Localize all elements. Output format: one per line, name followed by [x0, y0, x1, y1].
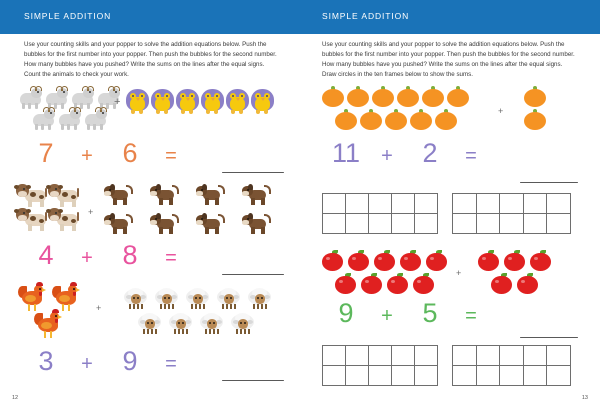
- orange-icon: [347, 86, 369, 107]
- right-page-number: 13: [581, 395, 588, 401]
- goat-icon: [83, 107, 109, 130]
- apple-icon: [374, 250, 395, 271]
- ten-frame-cell[interactable]: [346, 214, 369, 234]
- right-problem-1-ten-frame-1[interactable]: [322, 193, 438, 234]
- right-page: [300, 0, 600, 413]
- goat-icon: [44, 86, 70, 109]
- goat-icon: [57, 107, 83, 130]
- cow-icon: [48, 182, 80, 207]
- rooster-icon: [52, 282, 82, 312]
- apple-icon: [322, 250, 343, 271]
- dog-icon: [104, 184, 132, 205]
- ten-frame-cell[interactable]: [392, 194, 415, 214]
- ten-frame-cell[interactable]: [524, 366, 548, 386]
- left-problem-2-equation: [26, 242, 190, 269]
- orange-icon: [322, 86, 344, 107]
- goat-icon: [70, 86, 96, 109]
- right-problem-1-ten-frame-2[interactable]: [452, 193, 571, 234]
- apple-icon: [361, 273, 382, 294]
- right-problem-1-group-separator: +: [498, 106, 504, 116]
- ten-frame-cell[interactable]: [453, 214, 477, 234]
- left-page-instructions: Use your counting skills and your popper to solve the addition equations below. Push the bubbles for the first number into your popper. Then push the bubbles for the second number. How many bubbles have you pushed? Write the sums on the lines after the equal signs. Count the animals to check your work.: [24, 41, 277, 79]
- orange-icon: [360, 109, 382, 130]
- right-problem-2-addend-1: 9: [338, 298, 354, 328]
- left-problem-3-answer-line[interactable]: [222, 380, 284, 381]
- owl-icon: [175, 88, 200, 116]
- left-problem-1-group-2: [125, 88, 275, 116]
- ten-frame-cell[interactable]: [477, 366, 501, 386]
- right-problem-2-group-2: [478, 250, 551, 294]
- ten-frame-cell[interactable]: [477, 194, 501, 214]
- ten-frame-cell[interactable]: [369, 194, 392, 214]
- left-problem-2-group-separator: +: [88, 207, 94, 217]
- left-problem-3-group-2: [124, 288, 272, 335]
- apple-icon: [413, 273, 434, 294]
- dog-icon: [242, 213, 270, 234]
- right-problem-2-group-separator: +: [456, 268, 462, 278]
- right-problem-2-equals: =: [465, 305, 477, 327]
- left-problem-1-operator: +: [81, 145, 93, 167]
- ten-frame-cell[interactable]: [547, 346, 571, 366]
- ten-frame-cell[interactable]: [346, 194, 369, 214]
- left-problem-1-addend-1: 7: [38, 138, 54, 168]
- right-problem-2-addend-2: 5: [422, 298, 438, 328]
- right-problem-2-answer-line[interactable]: [520, 337, 578, 338]
- right-page-title: SIMPLE ADDITION: [322, 11, 410, 21]
- ten-frame-cell[interactable]: [323, 214, 346, 234]
- orange-icon: [397, 86, 419, 107]
- right-problem-2-group-1: [322, 250, 447, 294]
- ten-frame-cell[interactable]: [477, 346, 501, 366]
- left-problem-3-addend-2: 9: [122, 346, 138, 376]
- left-problem-2-equals: =: [165, 247, 177, 269]
- right-problem-1-group-2: [524, 86, 546, 130]
- right-problem-2-operator: +: [381, 305, 393, 327]
- ten-frame-cell[interactable]: [547, 366, 571, 386]
- apple-icon: [387, 273, 408, 294]
- right-problem-1-addend-2: 2: [422, 138, 438, 168]
- sheep-icon: [217, 288, 241, 310]
- owl-icon: [225, 88, 250, 116]
- ten-frame-cell[interactable]: [415, 366, 438, 386]
- ten-frame-cell[interactable]: [453, 366, 477, 386]
- cow-icon: [16, 182, 48, 207]
- sheep-icon: [124, 288, 148, 310]
- rooster-icon: [18, 282, 48, 312]
- ten-frame-cell[interactable]: [415, 214, 438, 234]
- dog-icon: [196, 213, 224, 234]
- owl-icon: [150, 88, 175, 116]
- orange-icon: [385, 109, 407, 130]
- ten-frame-cell[interactable]: [392, 214, 415, 234]
- left-problem-3-operator: +: [81, 353, 93, 375]
- ten-frame-cell[interactable]: [346, 366, 369, 386]
- rooster-icon: [34, 309, 64, 339]
- left-problem-2-group-1: [16, 182, 80, 231]
- left-problem-2-addend-2: 8: [122, 240, 138, 270]
- ten-frame-cell[interactable]: [547, 194, 571, 214]
- ten-frame-cell[interactable]: [524, 194, 548, 214]
- left-problem-1-answer-line[interactable]: [222, 172, 284, 173]
- sheep-icon: [138, 313, 162, 335]
- right-problem-2-equation: [326, 300, 490, 327]
- left-problem-2-answer-line[interactable]: [222, 274, 284, 275]
- right-problem-1-group-1: [322, 86, 469, 130]
- sheep-icon: [155, 288, 179, 310]
- right-problem-2-ten-frame-2[interactable]: [452, 345, 571, 386]
- dog-icon: [150, 213, 178, 234]
- left-problem-2-group-2: [104, 184, 270, 234]
- goat-icon: [31, 107, 57, 130]
- ten-frame-cell[interactable]: [369, 214, 392, 234]
- owl-icon: [125, 88, 150, 116]
- ten-frame-cell[interactable]: [369, 366, 392, 386]
- apple-icon: [400, 250, 421, 271]
- left-problem-1-equals: =: [165, 145, 177, 167]
- ten-frame-cell[interactable]: [500, 214, 524, 234]
- cow-icon: [16, 206, 48, 231]
- dog-icon: [242, 184, 270, 205]
- ten-frame-cell[interactable]: [524, 214, 548, 234]
- sheep-icon: [169, 313, 193, 335]
- ten-frame-cell[interactable]: [323, 366, 346, 386]
- orange-icon: [447, 86, 469, 107]
- orange-icon: [410, 109, 432, 130]
- left-problem-3-equals: =: [165, 353, 177, 375]
- left-problem-3-group-separator: +: [96, 303, 102, 313]
- left-problem-1-addend-2: 6: [122, 138, 138, 168]
- goat-icon: [18, 86, 44, 109]
- ten-frame-cell[interactable]: [500, 346, 524, 366]
- left-problem-1-group-separator: +: [114, 96, 121, 108]
- apple-icon: [478, 250, 499, 271]
- orange-icon: [524, 86, 546, 107]
- cow-icon: [48, 206, 80, 231]
- left-page-number: 12: [12, 395, 19, 401]
- ten-frame-cell[interactable]: [453, 194, 477, 214]
- right-page-instructions: Use your counting skills and your popper to solve the addition equations below. Push the bubbles for the first number into your popper. Then push the bubbles for the second number. How many bubbles have you pushed? Write the sums on the lines after the equal signs. Draw circles in the ten frames below to show the sums.: [322, 41, 575, 79]
- ten-frame-cell[interactable]: [500, 194, 524, 214]
- ten-frame-cell[interactable]: [477, 214, 501, 234]
- orange-icon: [372, 86, 394, 107]
- orange-icon: [435, 109, 457, 130]
- left-problem-3-addend-1: 3: [38, 346, 54, 376]
- ten-frame-cell[interactable]: [323, 346, 346, 366]
- ten-frame-cell[interactable]: [323, 194, 346, 214]
- orange-icon: [335, 109, 357, 130]
- dog-icon: [150, 184, 178, 205]
- apple-icon: [517, 273, 538, 294]
- left-problem-3-group-1: [18, 282, 82, 339]
- owl-icon: [250, 88, 275, 116]
- apple-icon: [530, 250, 551, 271]
- ten-frame-cell[interactable]: [392, 366, 415, 386]
- ten-frame-cell[interactable]: [415, 194, 438, 214]
- orange-icon: [524, 109, 546, 130]
- dog-icon: [196, 184, 224, 205]
- orange-icon: [422, 86, 444, 107]
- apple-icon: [348, 250, 369, 271]
- sheep-icon: [248, 288, 272, 310]
- ten-frame-cell[interactable]: [524, 346, 548, 366]
- left-problem-1-equation: [26, 140, 190, 167]
- ten-frame-cell[interactable]: [453, 346, 477, 366]
- apple-icon: [426, 250, 447, 271]
- right-problem-1-equals: =: [465, 145, 477, 167]
- right-problem-1-operator: +: [381, 145, 393, 167]
- right-problem-1-addend-1: 11: [331, 138, 361, 168]
- left-problem-1-group-1: [18, 86, 122, 130]
- right-problem-1-answer-line[interactable]: [520, 182, 578, 183]
- apple-icon: [504, 250, 525, 271]
- left-page-title: SIMPLE ADDITION: [24, 11, 112, 21]
- sheep-icon: [200, 313, 224, 335]
- right-problem-1-equation: [326, 140, 490, 167]
- left-problem-2-addend-1: 4: [38, 240, 54, 270]
- dog-icon: [104, 213, 132, 234]
- sheep-icon: [186, 288, 210, 310]
- ten-frame-cell[interactable]: [392, 346, 415, 366]
- sheep-icon: [231, 313, 255, 335]
- owl-icon: [200, 88, 225, 116]
- ten-frame-cell[interactable]: [369, 346, 392, 366]
- left-problem-3-equation: [26, 348, 190, 375]
- apple-icon: [491, 273, 512, 294]
- right-problem-2-ten-frame-1[interactable]: [322, 345, 438, 386]
- ten-frame-cell[interactable]: [500, 366, 524, 386]
- ten-frame-cell[interactable]: [346, 346, 369, 366]
- ten-frame-cell[interactable]: [415, 346, 438, 366]
- apple-icon: [335, 273, 356, 294]
- ten-frame-cell[interactable]: [547, 214, 571, 234]
- left-problem-2-operator: +: [81, 247, 93, 269]
